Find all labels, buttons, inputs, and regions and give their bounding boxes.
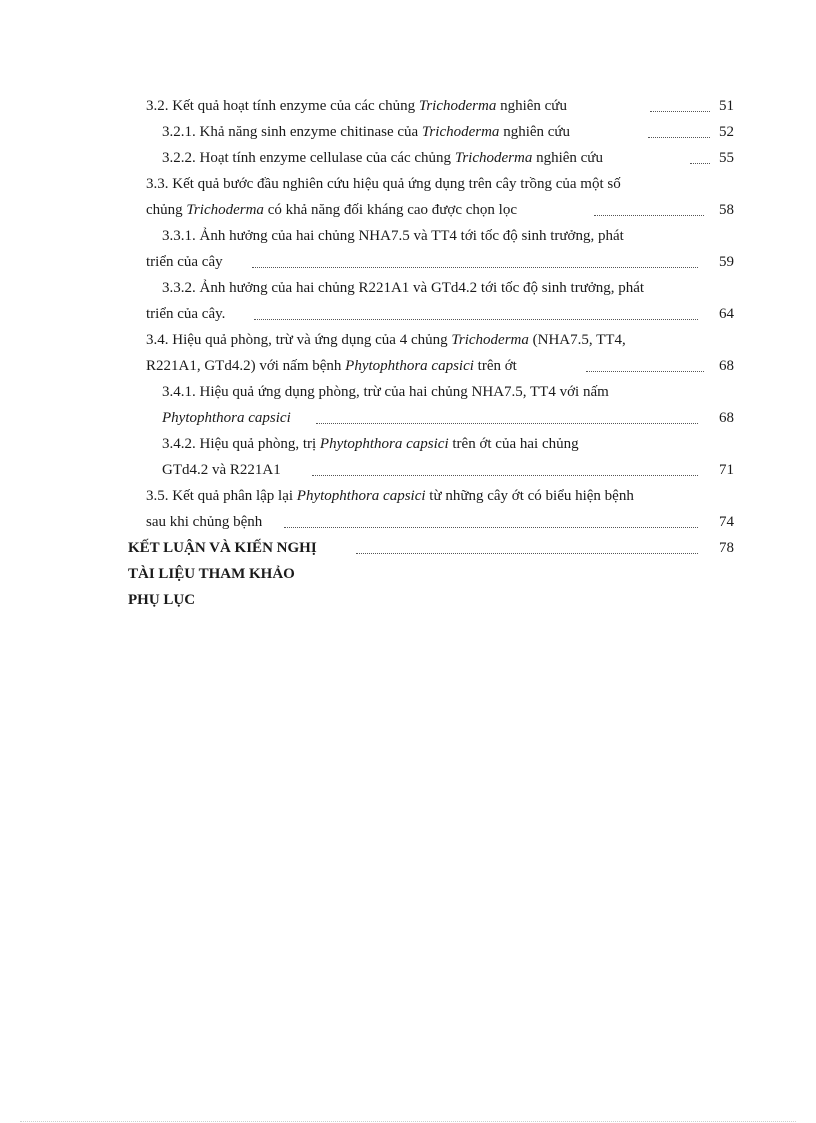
- dot-leader: [312, 475, 698, 476]
- toc-entry-text: 3.2.2. Hoạt tính enzyme cellulase của các chủng: [162, 150, 455, 166]
- toc-entry-text: có khả năng đối kháng cao được chọn lọc: [263, 202, 518, 218]
- toc-entry-phu-luc: PHỤ LỤC: [128, 592, 196, 608]
- toc-entry-italic: Trichoderma: [454, 150, 533, 166]
- page-number: 52: [719, 124, 734, 140]
- toc-entry-3-3-2: 3.3.2. Ảnh hưởng của hai chủng R221A1 và GTd4.2 tới tốc độ sinh trưởng, phát: [162, 280, 645, 296]
- toc-entry-italic: Phytophthora capsici: [319, 436, 449, 452]
- toc-entry-italic: Phytophthora capsici: [345, 358, 474, 374]
- dot-leader: [254, 319, 698, 320]
- toc-entry-3-4-cont: [146, 356, 517, 376]
- page-number: 55: [719, 150, 734, 166]
- dot-leader: [284, 527, 698, 528]
- page-number: 68: [719, 358, 734, 374]
- toc-entry-text: R221A1, GTd4.2) với nấm bệnh: [146, 358, 346, 374]
- toc-entry-text: 3.5. Kết quả phân lập lại: [146, 488, 297, 504]
- toc-entry-3-2-1: [162, 122, 570, 142]
- toc-entry-text: chủng: [146, 202, 187, 218]
- toc-entry-3-4-2: [162, 434, 579, 454]
- dot-leader: [586, 371, 704, 372]
- page-number: 71: [719, 462, 734, 478]
- page-number: 51: [719, 98, 734, 114]
- toc-entry-italic: Trichoderma: [186, 202, 264, 218]
- toc-entry-text: từ những cây ớt có biểu hiện bệnh: [425, 488, 634, 504]
- toc-entry-text: 3.2. Kết quả hoạt tính enzyme của các chủng: [146, 98, 419, 114]
- dot-leader: [594, 215, 704, 216]
- toc-entry-3-2-2: [162, 148, 603, 168]
- toc-entry-text: trên ớt của hai chủng: [448, 436, 579, 452]
- dot-leader: [356, 553, 698, 554]
- toc-entry-text: 3.4. Hiệu quả phòng, trừ và ứng dụng của 4 chủng: [146, 332, 452, 348]
- page-number: 78: [719, 540, 734, 556]
- toc-entry-text: 3.2.1. Khả năng sinh enzyme chitinase của: [162, 124, 422, 140]
- toc-entry-italic: Phytophthora capsici: [162, 410, 291, 426]
- toc-entry-text: (NHA7.5, TT4,: [528, 332, 626, 348]
- toc-entry-text: trên ớt: [473, 358, 517, 374]
- toc-entry-italic: Trichoderma: [421, 124, 500, 140]
- toc-entry-text: 3.4.2. Hiệu quả phòng, trị: [162, 436, 320, 452]
- toc-entry-3-4-1-cont: [162, 408, 291, 428]
- toc-entry-italic: Trichoderma: [451, 332, 529, 348]
- toc-entry-3-3-2-cont: triển của cây.: [146, 306, 226, 322]
- toc-entry-3-5-cont: sau khi chủng bệnh: [146, 514, 263, 530]
- toc-entry-text: nghiên cứu: [532, 150, 603, 166]
- toc-entry-3-3-1-cont: triển của cây: [146, 254, 223, 270]
- toc-entry-3-2: [146, 96, 567, 116]
- dot-leader: [316, 423, 698, 424]
- toc-entry-3-4-1: 3.4.1. Hiệu quả ứng dụng phòng, trừ của hai chủng NHA7.5, TT4 với nấm: [162, 384, 609, 400]
- page-number: 74: [719, 514, 734, 530]
- page-number: 58: [719, 202, 734, 218]
- toc-entry-3-4-2-cont: GTd4.2 và R221A1: [162, 462, 281, 478]
- page-number: 59: [719, 254, 734, 270]
- toc-entry-3-4: [146, 330, 626, 350]
- toc-entry-3-3-cont: [146, 200, 517, 220]
- dot-leader: [252, 267, 698, 268]
- toc-entry-3-3: 3.3. Kết quả bước đầu nghiên cứu hiệu quả ứng dụng trên cây trồng của một số: [146, 176, 621, 192]
- page-number: 68: [719, 410, 734, 426]
- toc-entry-text: nghiên cứu: [496, 98, 567, 114]
- toc-entry-ket-luan: KẾT LUẬN VÀ KIẾN NGHỊ: [128, 540, 317, 556]
- toc-entry-text: nghiên cứu: [499, 124, 571, 140]
- toc-entry-3-5: [146, 486, 634, 506]
- toc-entry-tai-lieu: TÀI LIỆU THAM KHẢO: [128, 566, 295, 582]
- toc-entry-3-3-1: 3.3.1. Ảnh hưởng của hai chủng NHA7.5 và TT4 tới tốc độ sinh trưởng, phát: [162, 228, 624, 244]
- page-bottom-divider: [20, 1121, 796, 1122]
- page-number: 64: [719, 306, 734, 322]
- toc-entry-italic: Trichoderma: [418, 98, 497, 114]
- toc-entry-italic: Phytophthora capsici: [296, 488, 426, 504]
